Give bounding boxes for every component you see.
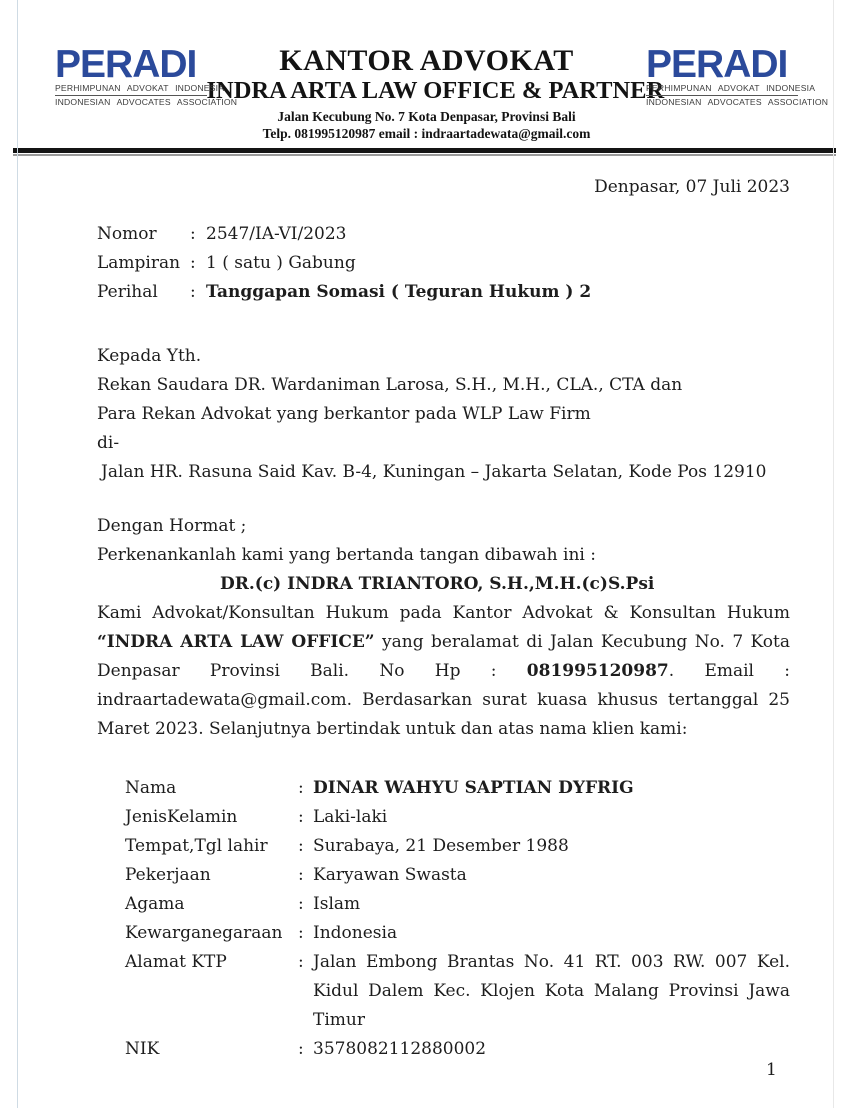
- client-value: Indonesia: [313, 922, 398, 943]
- scan-edge-left: [17, 0, 18, 1108]
- client-colon: :: [298, 835, 304, 856]
- intro-line: Perkenankanlah kami yang bertanda tangan dibawah ini :: [97, 544, 596, 565]
- divider-thick-line: [13, 148, 836, 153]
- client-label: NIK: [125, 1038, 160, 1059]
- client-row-tempat-tgl-lahir: [125, 832, 790, 861]
- meta-value: 2547/IA-VI/2023: [206, 223, 347, 244]
- recipient-line: Kepada Yth.: [97, 345, 202, 366]
- body-paragraph: [97, 599, 790, 744]
- recipient-block: [97, 342, 790, 487]
- meta-value: 1 ( satu ) Gabung: [206, 252, 356, 273]
- peradi-wordmark: PERADI: [55, 43, 197, 86]
- meta-row-nomor: [97, 220, 790, 249]
- client-colon: :: [298, 951, 304, 972]
- scan-edge-right: [833, 0, 834, 1108]
- client-colon: :: [298, 806, 304, 827]
- salutation-block: [97, 512, 790, 744]
- letter-meta: [97, 220, 790, 307]
- body-part2: yang beralamat di Jalan Kecubung No. 7 Kota Denpasar Provinsi Bali. No Hp :: [97, 631, 790, 681]
- client-identity-table: [125, 774, 790, 1064]
- client-row-jeniskelamin: [125, 803, 790, 832]
- client-label: Kewarganegaraan: [125, 922, 283, 943]
- client-label: Tempat,Tgl lahir: [125, 835, 268, 856]
- client-label: JenisKelamin: [125, 806, 238, 827]
- body-part3: . Email : indraartadewata@gmail.com. Berdasarkan surat kuasa khusus tertanggal 25 Maret 2023. Selanjutnya bertindak untuk dan atas nama klien kami:: [97, 660, 791, 739]
- client-colon: :: [298, 864, 304, 885]
- meta-value: Tanggapan Somasi ( Teguran Hukum ) 2: [206, 281, 592, 302]
- recipient-line: Jalan HR. Rasuna Said Kav. B-4, Kuningan – Jakarta Selatan, Kode Pos 12910: [101, 461, 767, 482]
- letter-body: [0, 173, 853, 1064]
- client-label: Nama: [125, 777, 177, 798]
- peradi-english-name: INDONESIAN ADVOCATES ASSOCIATION: [646, 97, 829, 107]
- office-type: KANTOR ADVOKAT: [279, 44, 574, 77]
- meta-row-lampiran: [97, 249, 790, 278]
- dateline: Denpasar, 07 Juli 2023: [594, 176, 790, 197]
- meta-label: Lampiran: [97, 252, 181, 273]
- client-label: Pekerjaan: [125, 864, 211, 885]
- client-colon: :: [298, 922, 304, 943]
- meta-label: Perihal: [97, 281, 158, 302]
- meta-colon: :: [190, 252, 196, 273]
- client-value: Surabaya, 21 Desember 1988: [313, 835, 569, 856]
- client-colon: :: [298, 1038, 304, 1059]
- peradi-english-name: INDONESIAN ADVOCATES ASSOCIATION: [55, 97, 238, 107]
- client-value: DINAR WAHYU SAPTIAN DYFRIG: [313, 777, 634, 798]
- letterhead-center: [206, 44, 665, 142]
- client-row-nik: [125, 1035, 790, 1064]
- letterhead-divider: [13, 148, 836, 156]
- peradi-logo-right: [646, 43, 829, 108]
- meta-colon: :: [190, 281, 196, 302]
- peradi-indonesian-name: PERHIMPUNAN ADVOKAT INDONESIA: [646, 83, 798, 96]
- client-value: Islam: [313, 893, 361, 914]
- letterhead: [0, 0, 853, 148]
- recipient-line: Rekan Saudara DR. Wardaniman Larosa, S.H., M.H., CLA., CTA dan: [97, 374, 683, 395]
- client-value: Laki-laki: [313, 806, 388, 827]
- divider-thin-line: [13, 154, 836, 156]
- peradi-indonesian-name: PERHIMPUNAN ADVOKAT INDONESIA: [55, 83, 207, 96]
- client-colon: :: [298, 893, 304, 914]
- meta-row-perihal: [97, 278, 790, 307]
- client-row-agama: [125, 890, 790, 919]
- office-name-bold: “INDRA ARTA LAW OFFICE”: [97, 631, 375, 652]
- client-label: Alamat KTP: [125, 951, 227, 972]
- salutation: Dengan Hormat ;: [97, 515, 247, 536]
- office-address: Jalan Kecubung No. 7 Kota Denpasar, Provinsi Bali: [277, 109, 576, 124]
- client-row-alamat-ktp: [125, 948, 790, 1035]
- peradi-logo-left: [55, 43, 238, 108]
- client-value: Jalan Embong Brantas No. 41 RT. 003 RW. 007 Kel. Kidul Dalem Kec. Klojen Kota Malang Provinsi Jawa Timur: [313, 951, 790, 1030]
- peradi-wordmark: PERADI: [646, 43, 788, 86]
- client-row-kewarganegaraan: [125, 919, 790, 948]
- office-name: INDRA ARTA LAW OFFICE & PARTNER: [206, 77, 665, 104]
- client-value: 3578082112880002: [313, 1038, 487, 1059]
- client-label: Agama: [125, 893, 185, 914]
- recipient-line: di-: [97, 432, 120, 453]
- client-row-pekerjaan: [125, 861, 790, 890]
- client-row-nama: [125, 774, 790, 803]
- office-contact: Telp. 081995120987 email : indraartadewata@gmail.com: [262, 126, 591, 141]
- page-number: 1: [766, 1060, 777, 1080]
- advocate-name: DR.(c) INDRA TRIANTORO, S.H.,M.H.(c)S.Psi: [220, 573, 655, 594]
- recipient-line: Para Rekan Advokat yang berkantor pada WLP Law Firm: [97, 403, 591, 424]
- client-value: Karyawan Swasta: [313, 864, 467, 885]
- phone-bold: 081995120987: [526, 660, 669, 681]
- body-part1: Kami Advokat/Konsultan Hukum pada Kantor Advokat & Konsultan Hukum: [97, 602, 790, 623]
- meta-colon: :: [190, 223, 196, 244]
- meta-label: Nomor: [97, 223, 157, 244]
- client-colon: :: [298, 777, 304, 798]
